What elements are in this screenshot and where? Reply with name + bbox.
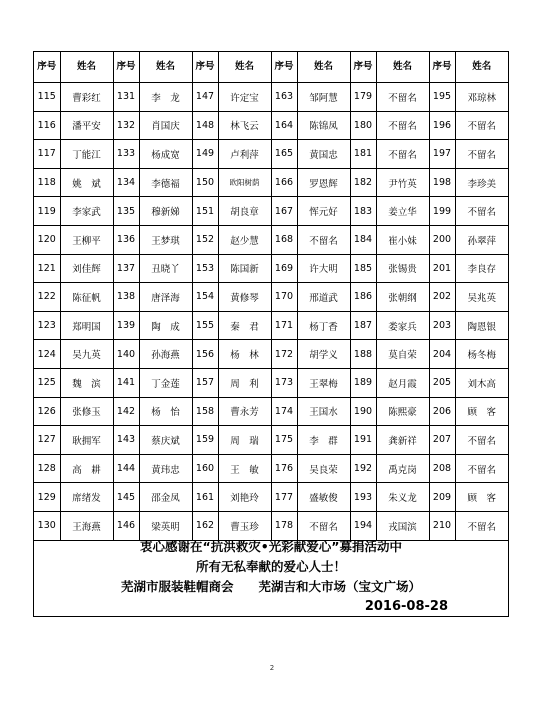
- donor-number: 164: [271, 111, 297, 140]
- donor-number: 192: [350, 454, 376, 483]
- donor-name: 李 群: [297, 426, 350, 455]
- donor-name: 不留名: [455, 197, 508, 226]
- donor-number: 127: [34, 426, 60, 455]
- donor-number: 146: [113, 511, 139, 540]
- donor-number: 129: [34, 483, 60, 512]
- donor-name: 杨冬梅: [455, 340, 508, 369]
- table-row: [34, 254, 508, 283]
- donor-number: 131: [113, 83, 139, 112]
- donor-number: 201: [429, 254, 455, 283]
- donor-name: 梁英明: [139, 511, 192, 540]
- table-row: [34, 368, 508, 397]
- header-name: 姓名: [139, 52, 192, 83]
- donor-name: 莫自荣: [376, 340, 429, 369]
- table-row: [34, 511, 508, 540]
- donor-number: 117: [34, 140, 60, 169]
- donor-number: 181: [350, 140, 376, 169]
- donor-name: 孙翠萍: [455, 225, 508, 254]
- donor-number: 195: [429, 83, 455, 112]
- donor-number: 185: [350, 254, 376, 283]
- donor-number: 141: [113, 368, 139, 397]
- table-row: [34, 311, 508, 340]
- donor-name: 吴良荣: [297, 454, 350, 483]
- donor-name: 不留名: [297, 511, 350, 540]
- donor-number: 133: [113, 140, 139, 169]
- page-number: 2: [269, 664, 275, 672]
- donor-number: 208: [429, 454, 455, 483]
- table-row: [34, 225, 508, 254]
- donor-number: 202: [429, 283, 455, 312]
- donor-name: 顾 客: [455, 483, 508, 512]
- donor-number: 203: [429, 311, 455, 340]
- donor-number: 166: [271, 168, 297, 197]
- donor-name: 崔小妹: [376, 225, 429, 254]
- donor-name: 邹阿慧: [297, 83, 350, 112]
- donor-name: 邓琼林: [455, 83, 508, 112]
- donor-name: 张锡贵: [376, 254, 429, 283]
- donor-name: 刘艳玲: [218, 483, 271, 512]
- donor-number: 137: [113, 254, 139, 283]
- donor-name: 许定宝: [218, 83, 271, 112]
- donor-name: 王海燕: [60, 511, 113, 540]
- donor-number: 132: [113, 111, 139, 140]
- donor-name: 李家武: [60, 197, 113, 226]
- donor-name: 许大明: [297, 254, 350, 283]
- donor-name: 杨丁香: [297, 311, 350, 340]
- donor-number: 128: [34, 454, 60, 483]
- donor-name: 魏 滨: [60, 368, 113, 397]
- donor-name: 潘平安: [60, 111, 113, 140]
- donor-name: 戎国滨: [376, 511, 429, 540]
- donor-name: 龚新祥: [376, 426, 429, 455]
- donor-name: 恽元好: [297, 197, 350, 226]
- donor-name: 不留名: [376, 140, 429, 169]
- donor-name: 曹玉珍: [218, 511, 271, 540]
- table-row: [34, 340, 508, 369]
- donor-number: 194: [350, 511, 376, 540]
- donor-name: 李良存: [455, 254, 508, 283]
- donor-number: 145: [113, 483, 139, 512]
- donor-name: 朱义龙: [376, 483, 429, 512]
- donor-number: 139: [113, 311, 139, 340]
- donor-number: 200: [429, 225, 455, 254]
- table-row: [34, 140, 508, 169]
- donor-number: 163: [271, 83, 297, 112]
- donor-name: 林飞云: [218, 111, 271, 140]
- header-num: 序号: [34, 52, 60, 83]
- donor-number: 168: [271, 225, 297, 254]
- donor-number: 136: [113, 225, 139, 254]
- donor-name: 胡良章: [218, 197, 271, 226]
- table-row: [34, 111, 508, 140]
- donor-name: 王梦琪: [139, 225, 192, 254]
- donor-number: 165: [271, 140, 297, 169]
- donor-name: 王 敏: [218, 454, 271, 483]
- donor-number: 126: [34, 397, 60, 426]
- donor-number: 115: [34, 83, 60, 112]
- donor-number: 134: [113, 168, 139, 197]
- donor-number: 178: [271, 511, 297, 540]
- donor-number: 206: [429, 397, 455, 426]
- donor-name: 郑明国: [60, 311, 113, 340]
- donor-number: 160: [192, 454, 218, 483]
- donor-number: 123: [34, 311, 60, 340]
- table-row: [34, 83, 508, 112]
- donor-name: 赵少慧: [218, 225, 271, 254]
- donor-number: 179: [350, 83, 376, 112]
- organizers-line: 芜湖市服装鞋帽商会 芜湖吉和大市场（宝文广场）: [120, 579, 421, 594]
- donor-number: 170: [271, 283, 297, 312]
- donor-name: 娄家兵: [376, 311, 429, 340]
- donor-number: 135: [113, 197, 139, 226]
- donor-number: 151: [192, 197, 218, 226]
- donor-number: 180: [350, 111, 376, 140]
- donor-name: 不留名: [455, 426, 508, 455]
- donor-name: 不留名: [455, 111, 508, 140]
- donor-number: 167: [271, 197, 297, 226]
- donor-number: 209: [429, 483, 455, 512]
- donor-name: 不留名: [455, 140, 508, 169]
- header-name: 姓名: [297, 52, 350, 83]
- donor-number: 155: [192, 311, 218, 340]
- donor-name: 丁能江: [60, 140, 113, 169]
- donor-number: 124: [34, 340, 60, 369]
- table-row: [34, 168, 508, 197]
- donor-number: 153: [192, 254, 218, 283]
- donor-name: 李 龙: [139, 83, 192, 112]
- header-num: 序号: [429, 52, 455, 83]
- donor-name: 赵月霞: [376, 368, 429, 397]
- donor-name: 王翠梅: [297, 368, 350, 397]
- donor-name: 周 瑞: [218, 426, 271, 455]
- donor-name: 曹永芳: [218, 397, 271, 426]
- header-num: 序号: [192, 52, 218, 83]
- table-row: [34, 454, 508, 483]
- donor-name: 席绪发: [60, 483, 113, 512]
- date-line: 2016-08-28: [364, 599, 448, 614]
- donor-name: 李德福: [139, 168, 192, 197]
- donor-number: 210: [429, 511, 455, 540]
- donor-number: 130: [34, 511, 60, 540]
- donor-number: 193: [350, 483, 376, 512]
- donor-name: 尹竹英: [376, 168, 429, 197]
- donor-number: 122: [34, 283, 60, 312]
- donor-number: 142: [113, 397, 139, 426]
- donor-name: 高 耕: [60, 454, 113, 483]
- donor-number: 169: [271, 254, 297, 283]
- donor-number: 156: [192, 340, 218, 369]
- donor-sheet: [33, 51, 509, 617]
- donor-name: 王柳平: [60, 225, 113, 254]
- donor-number: 159: [192, 426, 218, 455]
- donor-name: 不留名: [455, 454, 508, 483]
- donor-number: 154: [192, 283, 218, 312]
- donor-name: 不留名: [376, 83, 429, 112]
- header-name: 姓名: [455, 52, 508, 83]
- donor-name: 王国水: [297, 397, 350, 426]
- table-row: [34, 397, 508, 426]
- donor-name: 不留名: [297, 225, 350, 254]
- donor-name: 穆新娣: [139, 197, 192, 226]
- donor-name: 陈锦凤: [297, 111, 350, 140]
- donor-name: 姚 斌: [60, 168, 113, 197]
- donor-name: 李珍美: [455, 168, 508, 197]
- donor-name: 刘木高: [455, 368, 508, 397]
- donor-name: 吴九英: [60, 340, 113, 369]
- donor-number: 171: [271, 311, 297, 340]
- donor-number: 177: [271, 483, 297, 512]
- donor-number: 150: [192, 168, 218, 197]
- donor-name: 陈征帆: [60, 283, 113, 312]
- donor-number: 190: [350, 397, 376, 426]
- donor-name: 顾 客: [455, 397, 508, 426]
- donor-number: 116: [34, 111, 60, 140]
- header-num: 序号: [271, 52, 297, 83]
- donor-name: 陶 成: [139, 311, 192, 340]
- header-name: 姓名: [218, 52, 271, 83]
- donor-name: 耿拥军: [60, 426, 113, 455]
- donor-number: 149: [192, 140, 218, 169]
- donor-name: 杨 林: [218, 340, 271, 369]
- donor-name: 禹克岗: [376, 454, 429, 483]
- donor-name: 不留名: [376, 111, 429, 140]
- donor-number: 161: [192, 483, 218, 512]
- header-num: 序号: [113, 52, 139, 83]
- table-row: [34, 283, 508, 312]
- donor-number: 174: [271, 397, 297, 426]
- donor-number: 191: [350, 426, 376, 455]
- donor-number: 199: [429, 197, 455, 226]
- donor-name: 黄玮忠: [139, 454, 192, 483]
- donor-number: 184: [350, 225, 376, 254]
- donor-number: 188: [350, 340, 376, 369]
- donor-name: 刘佳辉: [60, 254, 113, 283]
- thanks-footer: [34, 537, 508, 617]
- donor-name: 邢道武: [297, 283, 350, 312]
- donor-number: 197: [429, 140, 455, 169]
- donor-name: 唐泽海: [139, 283, 192, 312]
- donor-number: 152: [192, 225, 218, 254]
- donor-name: 罗恩辉: [297, 168, 350, 197]
- donor-name: 邵金凤: [139, 483, 192, 512]
- thanks-line-2: 所有无私奉献的爱心人士！: [195, 559, 346, 574]
- donor-number: 196: [429, 111, 455, 140]
- donor-name: 胡学义: [297, 340, 350, 369]
- donor-number: 138: [113, 283, 139, 312]
- donor-name: 肖国庆: [139, 111, 192, 140]
- donor-name: 黄国忠: [297, 140, 350, 169]
- donor-name: 欧阳树荫: [218, 168, 271, 197]
- donor-number: 119: [34, 197, 60, 226]
- donor-number: 186: [350, 283, 376, 312]
- donor-name: 丑晓丫: [139, 254, 192, 283]
- donor-name: 盛敏俊: [297, 483, 350, 512]
- donor-number: 176: [271, 454, 297, 483]
- donor-name: 杨成宽: [139, 140, 192, 169]
- donor-number: 157: [192, 368, 218, 397]
- donor-number: 173: [271, 368, 297, 397]
- header-name: 姓名: [376, 52, 429, 83]
- table-row: [34, 197, 508, 226]
- donor-name: 杨 怡: [139, 397, 192, 426]
- donor-name: 秦 君: [218, 311, 271, 340]
- thanks-line-1: 衷心感谢在“抗洪救灾•光彩献爱心”募捐活动中: [140, 539, 402, 554]
- donor-number: 189: [350, 368, 376, 397]
- header-name: 姓名: [60, 52, 113, 83]
- donor-number: 140: [113, 340, 139, 369]
- donor-number: 118: [34, 168, 60, 197]
- donor-name: 孙海燕: [139, 340, 192, 369]
- donor-name: 陈熙豪: [376, 397, 429, 426]
- donor-number: 183: [350, 197, 376, 226]
- donor-number: 148: [192, 111, 218, 140]
- donor-number: 144: [113, 454, 139, 483]
- donor-number: 147: [192, 83, 218, 112]
- header-num: 序号: [350, 52, 376, 83]
- donor-number: 162: [192, 511, 218, 540]
- donor-number: 175: [271, 426, 297, 455]
- table-header-row: [34, 52, 508, 83]
- donor-name: 卢利萍: [218, 140, 271, 169]
- donor-name: 蔡庆斌: [139, 426, 192, 455]
- donor-number: 172: [271, 340, 297, 369]
- donor-name: 丁金莲: [139, 368, 192, 397]
- donor-number: 121: [34, 254, 60, 283]
- donor-name: 不留名: [455, 511, 508, 540]
- donor-number: 120: [34, 225, 60, 254]
- donor-number: 125: [34, 368, 60, 397]
- donor-number: 207: [429, 426, 455, 455]
- donor-name: 陈国新: [218, 254, 271, 283]
- donor-name: 吴兆英: [455, 283, 508, 312]
- donor-number: 205: [429, 368, 455, 397]
- donor-table: [34, 52, 508, 541]
- donor-number: 198: [429, 168, 455, 197]
- donor-name: 黄修琴: [218, 283, 271, 312]
- donor-name: 周 利: [218, 368, 271, 397]
- donor-name: 曹彩红: [60, 83, 113, 112]
- donor-number: 182: [350, 168, 376, 197]
- table-row: [34, 426, 508, 455]
- donor-number: 143: [113, 426, 139, 455]
- donor-number: 187: [350, 311, 376, 340]
- donor-number: 204: [429, 340, 455, 369]
- donor-name: 陶恩银: [455, 311, 508, 340]
- table-row: [34, 483, 508, 512]
- donor-name: 姜立华: [376, 197, 429, 226]
- donor-number: 158: [192, 397, 218, 426]
- donor-name: 张朝纲: [376, 283, 429, 312]
- donor-name: 张修玉: [60, 397, 113, 426]
- donor-table-body: [34, 83, 508, 541]
